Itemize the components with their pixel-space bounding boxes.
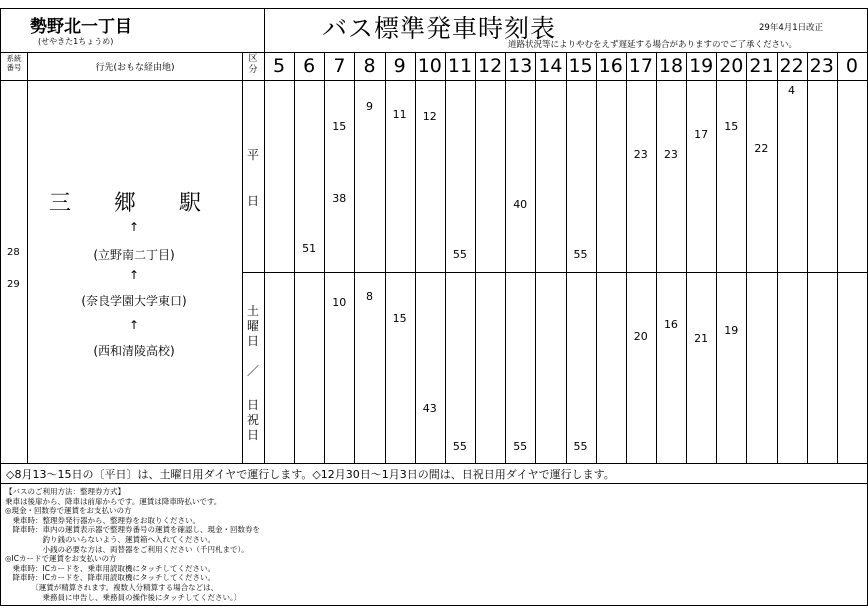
holiday-departure-minute: 21 (694, 332, 709, 345)
hour-header: 21 (749, 55, 774, 77)
usage-note-line: 乗車時：整理券発行器から、整理券をお取りください。 (5, 515, 200, 525)
weekday-departure-minute: 22 (754, 142, 769, 155)
hour-divider (505, 52, 506, 464)
hour-header: 17 (628, 55, 653, 77)
usage-notes (5, 487, 260, 602)
usage-note-line: 乗務員に申告し、乗務員の操作後にタッチしてください。〕 (5, 592, 242, 602)
usage-note-line: ◎ICカードで運賃をお支払いの方 (5, 554, 117, 564)
page-title: バス標準発車時刻表 (322, 14, 557, 43)
revision-date: 29年4月1日改正 (759, 23, 824, 33)
hour-header: 11 (447, 55, 473, 77)
col-route-no (27, 52, 28, 464)
hour-header: 14 (538, 55, 563, 77)
usage-note-line: ◎現金・回数券で運賃をお支払いの方 (5, 506, 132, 516)
arrow-icon: ↑ (128, 268, 140, 282)
hour-divider (746, 52, 747, 464)
hour-divider (777, 52, 778, 464)
hour-header: 13 (508, 55, 533, 77)
weekday-departure-minute: 15 (332, 120, 347, 133)
hour-divider (716, 52, 717, 464)
weekday-departure-minute: 17 (694, 128, 709, 141)
hour-header: 19 (689, 55, 714, 77)
hour-header: 20 (719, 55, 744, 77)
header-division: 区分 (248, 54, 258, 75)
hour-divider (686, 52, 687, 464)
stop-reading: (せやきた1ちょうめ) (38, 37, 114, 46)
daytype-weekday-char: 平 (247, 148, 260, 162)
hour-divider (837, 52, 838, 464)
usage-note-line: 降車時：車内の運賃表示器で整理券番号の運賃を確認し、現金・回数券を (5, 525, 260, 535)
daytype-holiday-char: 日 (247, 334, 260, 348)
holiday-departure-minute: 10 (332, 296, 347, 309)
hour-header: 7 (333, 55, 346, 77)
weekday-departure-minute: 38 (332, 192, 347, 205)
weekday-departure-minute: 55 (452, 248, 467, 261)
holiday-departure-minute: 55 (452, 440, 467, 453)
weekday-departure-minute: 12 (422, 110, 437, 123)
daytype-holiday-char: 曜 (247, 319, 260, 333)
header-divider (0, 52, 868, 53)
usage-note-line: 小銭の必要な方は、両替器をご利用ください（千円札まで）。 (5, 544, 249, 554)
notice-bottom (0, 483, 868, 484)
daytype-holiday-char: 日 (247, 428, 260, 442)
weekday-departure-minute: 51 (302, 242, 317, 255)
weekday-departure-minute: 23 (633, 148, 648, 161)
arrow-icon: ↑ (128, 220, 140, 234)
daytype-holiday-char: 祝 (247, 413, 260, 427)
route-number: 29 (7, 279, 20, 290)
usage-note-line: 〔運賃が精算されます。複数人分精算する場合などは、 (5, 582, 219, 592)
frame-bottom (0, 605, 868, 606)
col-destination (242, 52, 243, 464)
holiday-departure-minute: 16 (663, 318, 678, 331)
usage-note-line: 釣り銭のいらないよう、運賃箱へ入れてください。 (5, 534, 215, 544)
hour-header: 9 (393, 55, 406, 77)
usage-note-line: 降車時：ICカードを、降車用読取機にタッチしてください。 (5, 573, 215, 583)
header-destination: 行先(おもな経由地) (95, 63, 175, 73)
daytype-divider (242, 272, 868, 273)
hours-divider (0, 80, 868, 81)
arrow-icon: ↑ (128, 318, 140, 332)
hour-divider (656, 52, 657, 464)
col-division (264, 52, 265, 464)
holiday-departure-minute: 43 (422, 402, 437, 415)
hour-divider (596, 52, 597, 464)
hour-header: 10 (417, 55, 442, 77)
hour-header: 5 (273, 55, 286, 77)
holiday-departure-minute: 8 (365, 290, 373, 303)
hour-header: 22 (779, 55, 804, 77)
delay-notice: 道路状況等によりやむをえず遅延する場合がありますのでご了承ください。 (508, 40, 798, 50)
daytype-weekday-char: 日 (247, 194, 260, 208)
hour-header: 18 (658, 55, 684, 77)
weekday-departure-minute: 40 (513, 198, 528, 211)
weekday-departure-minute: 23 (663, 148, 678, 161)
weekday-departure-minute: 4 (788, 84, 796, 97)
daytype-holiday-char: ／ (247, 364, 260, 378)
hour-divider (626, 52, 627, 464)
usage-note-line: 乗車時：ICカードを、乗車用読取機にタッチしてください。 (5, 563, 215, 573)
holiday-departure-minute: 55 (513, 440, 528, 453)
daytype-holiday-char: 土 (247, 304, 260, 318)
table-bottom (0, 463, 868, 464)
operation-notice: ◇8月13～15日の〔平日〕は、土曜日用ダイヤで運行します。◇12月30日～1月3日の間は、日祝日用ダイヤで運行します。 (6, 468, 615, 481)
daytype-holiday-char: 日 (247, 398, 260, 412)
via-stop: (奈良学園大学東口) (81, 294, 187, 308)
hour-header: 0 (845, 55, 858, 77)
via-stop: (西和清陵高校) (93, 344, 175, 358)
hour-header: 6 (303, 55, 316, 77)
holiday-departure-minute: 15 (392, 312, 407, 325)
holiday-departure-minute: 55 (573, 440, 588, 453)
hour-header: 16 (598, 55, 623, 77)
via-stop: (立野南二丁目) (93, 248, 175, 262)
hour-divider (535, 52, 536, 464)
hour-header: 15 (568, 55, 593, 77)
stop-name: 勢野北一丁目 (30, 17, 132, 37)
usage-note-line: 乗車は後扉から、降車は前扉からです。運賃は降車時払いです。 (5, 496, 222, 506)
hour-divider (324, 52, 325, 464)
destination-name: 三 郷 駅 (49, 191, 219, 216)
frame-left (0, 8, 1, 606)
hour-header: 8 (363, 55, 376, 77)
weekday-departure-minute: 15 (724, 120, 739, 133)
hour-header: 23 (809, 55, 834, 77)
hour-divider (294, 52, 295, 464)
holiday-departure-minute: 20 (633, 330, 648, 343)
usage-note-line: 【バスのご利用方法：整理券方式】 (5, 487, 125, 496)
weekday-departure-minute: 55 (573, 248, 588, 261)
hour-divider (475, 52, 476, 464)
hour-divider (354, 52, 355, 464)
header-route-no: 系統番号 (6, 54, 22, 72)
hour-divider (807, 52, 808, 464)
route-number: 28 (7, 247, 20, 258)
title-divider (264, 8, 265, 53)
hour-header: 12 (478, 55, 503, 77)
weekday-departure-minute: 11 (392, 108, 407, 121)
holiday-departure-minute: 19 (724, 324, 739, 337)
weekday-departure-minute: 9 (365, 100, 373, 113)
